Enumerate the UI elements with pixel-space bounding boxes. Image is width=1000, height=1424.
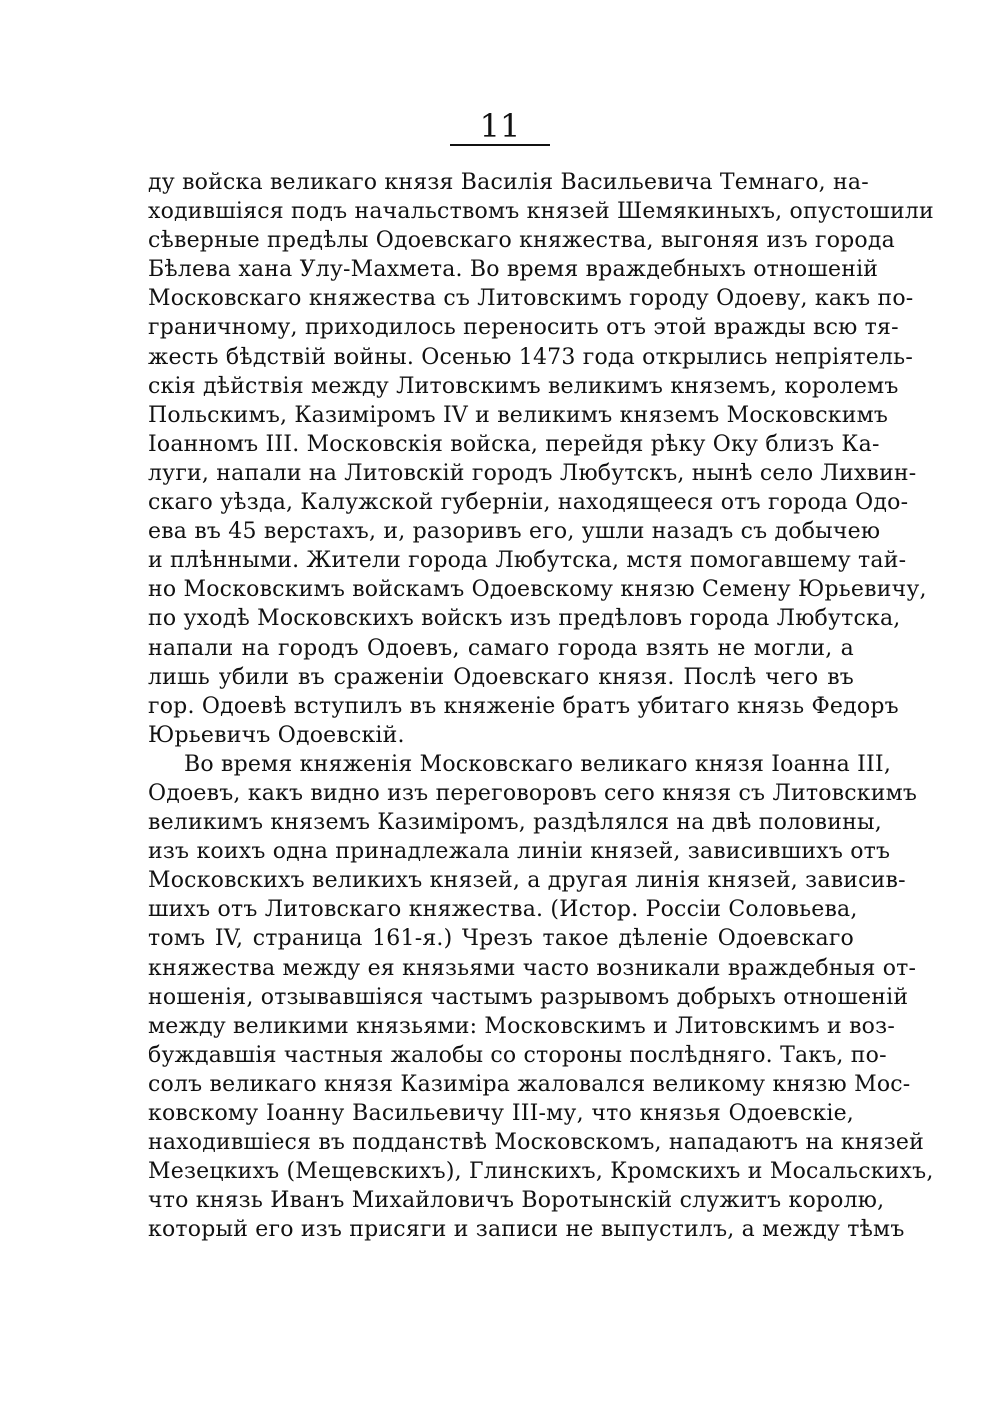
text-line: гор. Одоевѣ вступилъ въ княженіе братъ убитаго князь Федоръ <box>148 693 899 719</box>
text-line: изъ коихъ одна принадлежала линіи князей, зависившихъ отъ <box>148 839 891 865</box>
text-line: буждавшія частныя жалобы со стороны послѣдняго. Такъ, по- <box>148 1042 887 1068</box>
text-line: между великими князьями: Московскимъ и Литовскимъ и воз- <box>148 1013 895 1039</box>
text-line: и плѣнными. Жители города Любутска, мстя помогавшему тай- <box>148 548 907 574</box>
text-line: что князь Иванъ Михайловичъ Воротынскій служитъ королю, <box>148 1188 885 1214</box>
text-line: луги, напали на Литовскій городъ Любутскъ, нынѣ село Лихвин- <box>148 460 917 486</box>
text-line: скаго уѣзда, Калужской губерніи, находящееся отъ города Одо- <box>148 490 909 516</box>
text-line: Одоевъ, какъ видно изъ переговоровъ сего князя съ Литовскимъ <box>148 780 918 806</box>
page-number-block <box>0 108 1000 146</box>
text-line: жесть бѣдствій войны. Осенью 1473 года открылись непріятель- <box>148 344 913 370</box>
text-line: Во время княженія Московскаго великаго князя Іоанна III, <box>184 751 892 777</box>
text-line: ду войска великаго князя Василія Васильевича Темнаго, на- <box>148 170 869 195</box>
text-line: ходившіяся подъ начальствомъ князей Шемякиныхъ, опустошили <box>148 199 934 225</box>
text-line: Бѣлева хана Улу-Махмета. Во время враждебныхъ отношеній <box>148 257 879 283</box>
text-line: но Московскимъ войскамъ Одоевскому князю Семену Юрьевичу, <box>148 577 927 603</box>
text-line: Московскаго княжества съ Литовскимъ городу Одоеву, какъ по- <box>148 286 914 312</box>
text-line: по уходѣ Московскихъ войскъ изъ предѣловъ города Любутска, <box>148 606 901 632</box>
text-line: великимъ княземъ Казиміромъ, раздѣлялся на двѣ половины, <box>148 810 882 836</box>
text-line: граничному, приходилось переносить отъ этой вражды всю тя- <box>148 315 899 341</box>
text-line: княжества между ея князьями часто возникали враждебныя от- <box>148 955 917 981</box>
text-line: Іоанномъ III. Московскія войска, перейдя рѣку Оку близъ Ка- <box>148 431 880 457</box>
text-line: ковскому Іоанну Васильевичу III-му, что князья Одоевскіе, <box>148 1101 854 1126</box>
text-line: ева въ 45 верстахъ, и, разоривъ его, ушли назадъ съ добычею <box>148 519 881 545</box>
body-text <box>148 168 934 1244</box>
text-line: томъ IV, страница 161-я.) Чрезъ такое дѣленіе Одоевскаго <box>148 926 854 952</box>
text-line: ношенія, отзывавшіяся частымъ разрывомъ добрыхъ отношеній <box>148 984 909 1010</box>
text-line: лишь убили въ сраженіи Одоевскаго князя. Послѣ чего въ <box>148 664 854 690</box>
text-line: Польскимъ, Казиміромъ IV и великимъ княземъ Московскимъ <box>148 402 889 428</box>
paragraph-2 <box>148 750 934 1245</box>
text-line: сѣверные предѣлы Одоевскаго княжества, выгоняя изъ города <box>148 228 895 254</box>
text-line: находившіеся въ подданствѣ Московскомъ, нападаютъ на князей <box>148 1130 924 1156</box>
text-line: Мезецкихъ (Мещевскихъ), Глинскихъ, Кромскихъ и Мосальскихъ, <box>148 1159 934 1185</box>
text-line: шихъ отъ Литовскаго княжества. (Истор. Россіи Соловьева, <box>148 897 858 923</box>
page-number: 11 <box>450 108 551 146</box>
text-line: Юрьевичъ Одоевскій. <box>148 722 405 748</box>
text-line: напали на городъ Одоевъ, самаго города взять не могли, а <box>148 635 854 661</box>
paragraph-1 <box>148 168 934 750</box>
text-line: солъ великаго князя Казиміра жаловался великому князю Мос- <box>148 1071 911 1097</box>
text-line: Московскихъ великихъ князей, а другая линія князей, зависив- <box>148 868 906 894</box>
text-line: который его изъ присяги и записи не выпустилъ, а между тѣмъ <box>148 1217 905 1243</box>
text-line: скія дѣйствія между Литовскимъ великимъ княземъ, королемъ <box>148 373 899 399</box>
